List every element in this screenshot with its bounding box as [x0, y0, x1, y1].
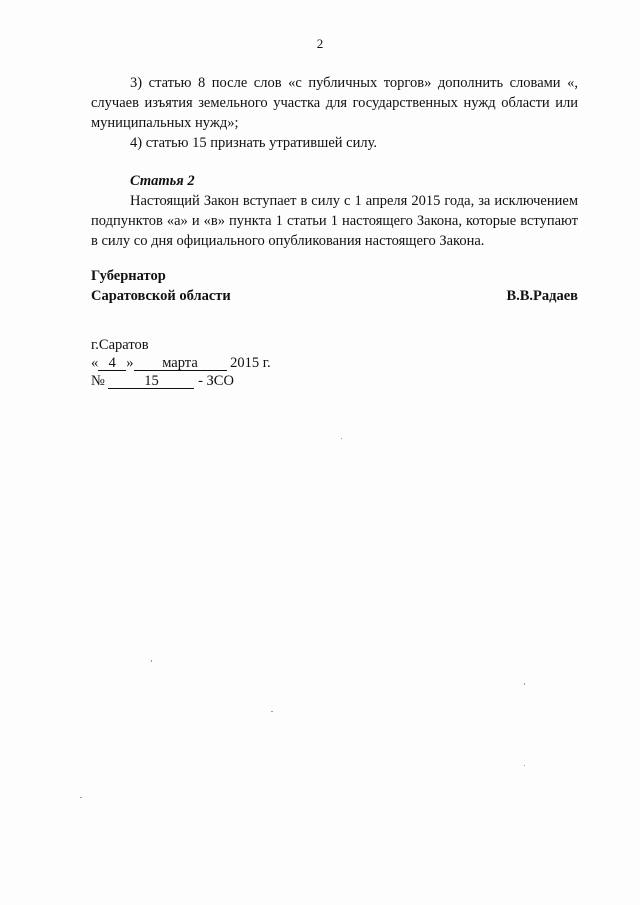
date-year: 2015 г.: [230, 355, 271, 371]
date-quote-open: «: [91, 355, 99, 371]
scan-speck: [524, 765, 525, 766]
scan-speck: [341, 438, 342, 439]
place-city: г.Саратов: [91, 337, 149, 353]
scan-speck: [151, 660, 152, 662]
date-day: 4: [98, 356, 126, 371]
signature-title-line2: Саратовской области: [91, 288, 231, 304]
scan-speck: [80, 797, 82, 798]
page-number: 2: [316, 36, 324, 51]
law-number-prefix: №: [91, 373, 105, 389]
date-quote-close: »: [126, 355, 134, 371]
document-body: [91, 73, 578, 251]
scan-speck: [271, 711, 273, 712]
law-number-suffix: - ЗСО: [198, 373, 234, 389]
law-number: 15: [108, 374, 194, 389]
scan-speck: [524, 683, 525, 685]
signature-block: [91, 266, 578, 306]
signature-title-line1: Губернатор: [91, 268, 166, 284]
article-2-text: Настоящий Закон вступает в силу с 1 апреля 2015 года, за исключением подпунктов «а» и «в» пункта 1 статьи 1 настоящего Закона, которые вступают в силу со дня официального опубликования настоящего Закона.: [91, 193, 578, 249]
paragraph-item-3: 3) статью 8 после слов «с публичных торгов» дополнить словами «, случаев изъятия земельного участка для государственных нужд области или муниципальных нужд»;: [91, 75, 578, 131]
article-2-heading: Статья 2: [130, 173, 195, 189]
date-month: марта: [134, 356, 227, 371]
law-number-line: [91, 372, 271, 390]
paragraph-item-4: 4) статью 15 признать утратившей силу.: [130, 135, 377, 151]
date-line: [91, 354, 271, 372]
signatory-name: В.В.Радаев: [506, 288, 578, 304]
place-date-block: [91, 336, 271, 390]
signature-row: [91, 286, 578, 306]
